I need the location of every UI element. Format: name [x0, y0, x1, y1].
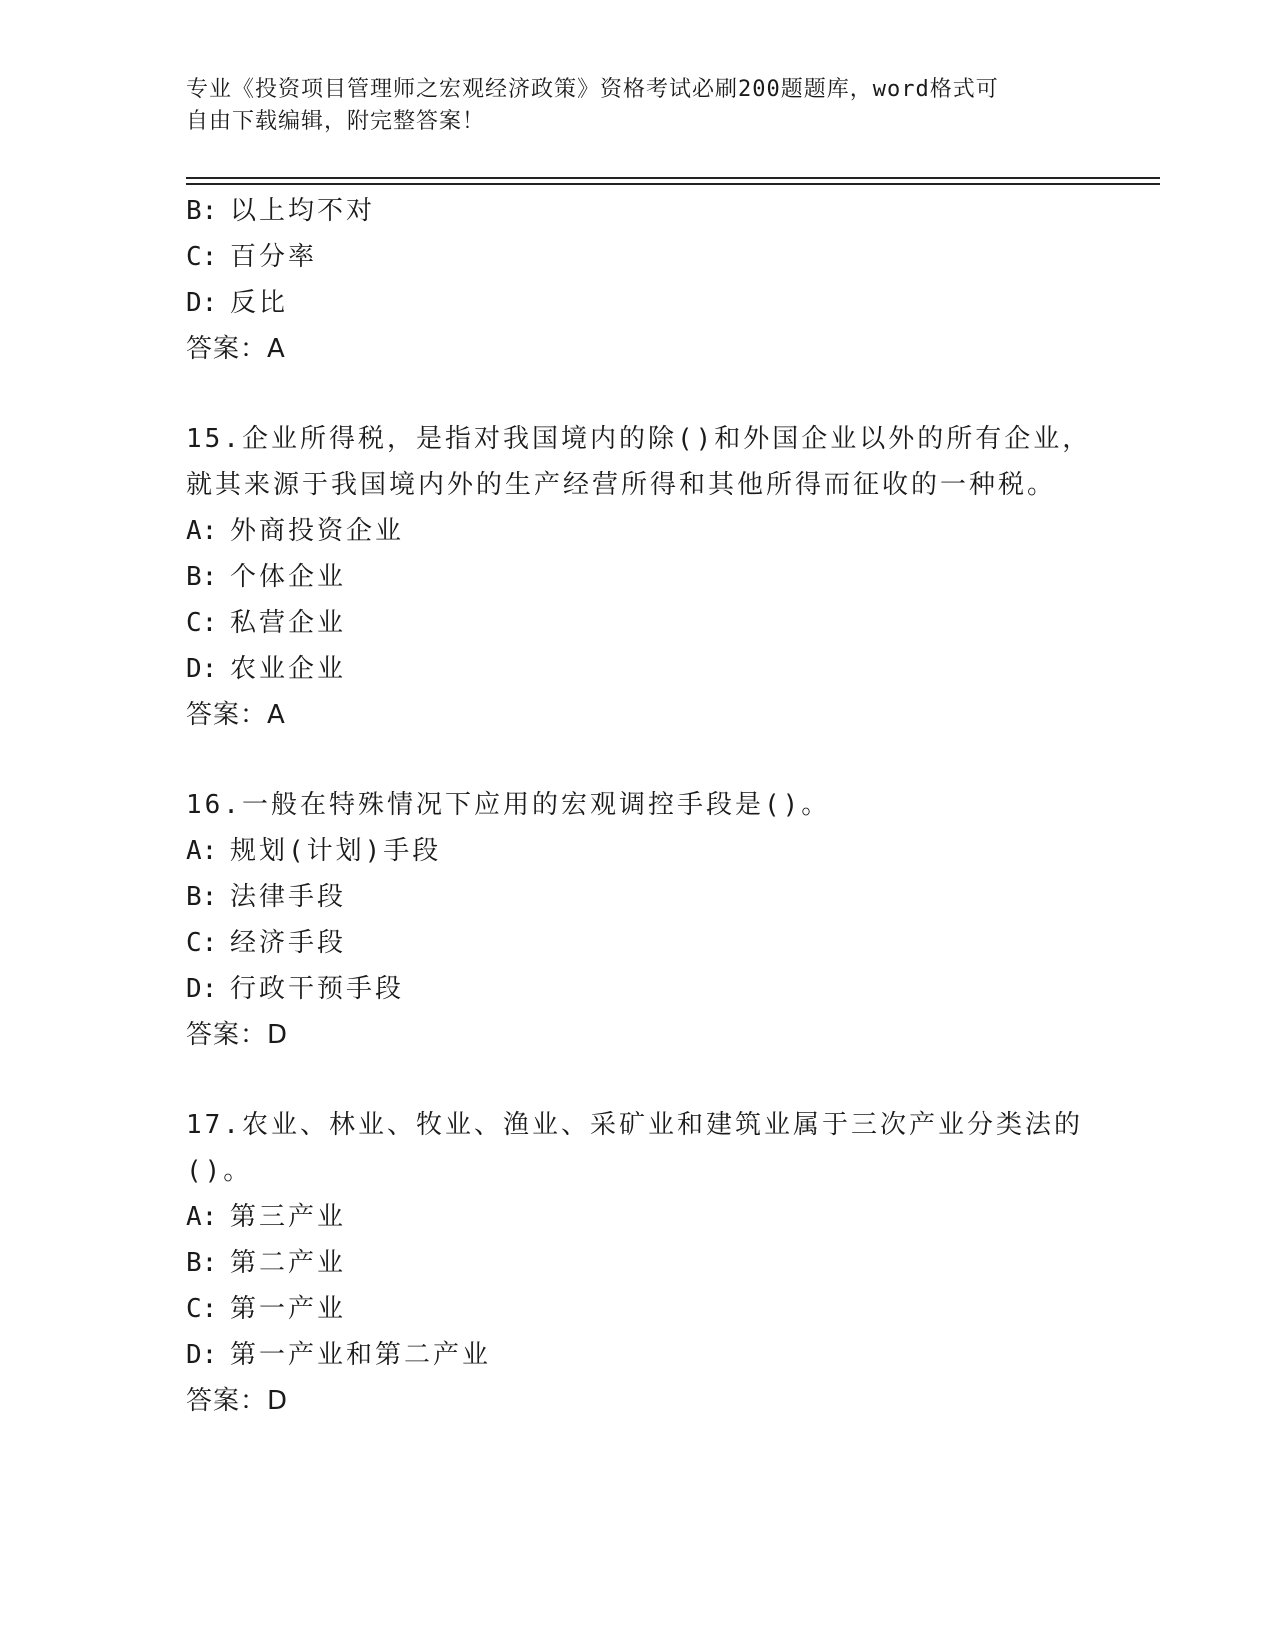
option-d [186, 280, 1086, 326]
option-b [186, 874, 1086, 920]
option-c [186, 920, 1086, 966]
option-text: 规划(计划)手段 [230, 836, 442, 866]
option-label: D: [186, 1340, 218, 1370]
answer-line: 答案：A [186, 700, 286, 730]
question-stem: ()。 [186, 1156, 253, 1186]
answer-line: 答案：D [186, 1020, 289, 1050]
option-label: C: [186, 1294, 218, 1324]
document-header [186, 74, 1086, 138]
option-label: B: [186, 882, 218, 912]
option-text: 百分率 [230, 242, 318, 272]
header-divider-top [186, 177, 1160, 179]
option-label: C: [186, 608, 218, 638]
question-17 [186, 1102, 1086, 1424]
option-b [186, 554, 1086, 600]
option-d [186, 646, 1086, 692]
option-label: D: [186, 288, 218, 318]
option-text: 个体企业 [230, 562, 347, 592]
question-stem: 16.一般在特殊情况下应用的宏观调控手段是()。 [186, 790, 831, 820]
option-c [186, 600, 1086, 646]
option-text: 第一产业和第二产业 [230, 1340, 492, 1370]
option-text: 反比 [230, 288, 289, 318]
answer-line: 答案：D [186, 1386, 289, 1416]
header-divider-bottom [186, 183, 1160, 185]
option-text: 经济手段 [230, 928, 347, 958]
option-label: B: [186, 196, 218, 226]
option-c [186, 234, 1086, 280]
option-label: B: [186, 562, 218, 592]
question-stem: 17.农业、林业、牧业、渔业、采矿业和建筑业属于三次产业分类法的 [186, 1110, 1083, 1140]
option-label: A: [186, 836, 218, 866]
option-label: C: [186, 242, 218, 272]
option-b [186, 1240, 1086, 1286]
header-title-line-1: 专业《投资项目管理师之宏观经济政策》资格考试必刷200题题库，word格式可 [186, 77, 999, 102]
question-continued [186, 188, 1086, 372]
option-text: 第二产业 [230, 1248, 347, 1278]
option-text: 法律手段 [230, 882, 347, 912]
option-label: D: [186, 974, 218, 1004]
option-text: 行政干预手段 [230, 974, 405, 1004]
option-c [186, 1286, 1086, 1332]
option-label: D: [186, 654, 218, 684]
option-d [186, 966, 1086, 1012]
option-a [186, 1194, 1086, 1240]
option-label: A: [186, 516, 218, 546]
option-d [186, 1332, 1086, 1378]
question-list [186, 188, 1092, 1424]
option-label: B: [186, 1248, 218, 1278]
option-text: 外商投资企业 [230, 516, 405, 546]
question-15 [186, 416, 1092, 738]
option-text: 以上均不对 [230, 196, 376, 226]
option-text: 第三产业 [230, 1202, 347, 1232]
option-a [186, 508, 1086, 554]
option-text: 私营企业 [230, 608, 347, 638]
question-stem: 就其来源于我国境内外的生产经营所得和其他所得而征收的一种税。 [186, 470, 1057, 500]
option-text: 第一产业 [230, 1294, 347, 1324]
option-b [186, 188, 1086, 234]
option-label: C: [186, 928, 218, 958]
option-label: A: [186, 1202, 218, 1232]
question-stem: 15.企业所得税，是指对我国境内的除()和外国企业以外的所有企业， [186, 424, 1092, 454]
question-16 [186, 782, 1086, 1058]
answer-line: 答案：A [186, 334, 286, 364]
option-a [186, 828, 1086, 874]
option-text: 农业企业 [230, 654, 347, 684]
header-title-line-2: 自由下载编辑，附完整答案！ [186, 109, 486, 134]
